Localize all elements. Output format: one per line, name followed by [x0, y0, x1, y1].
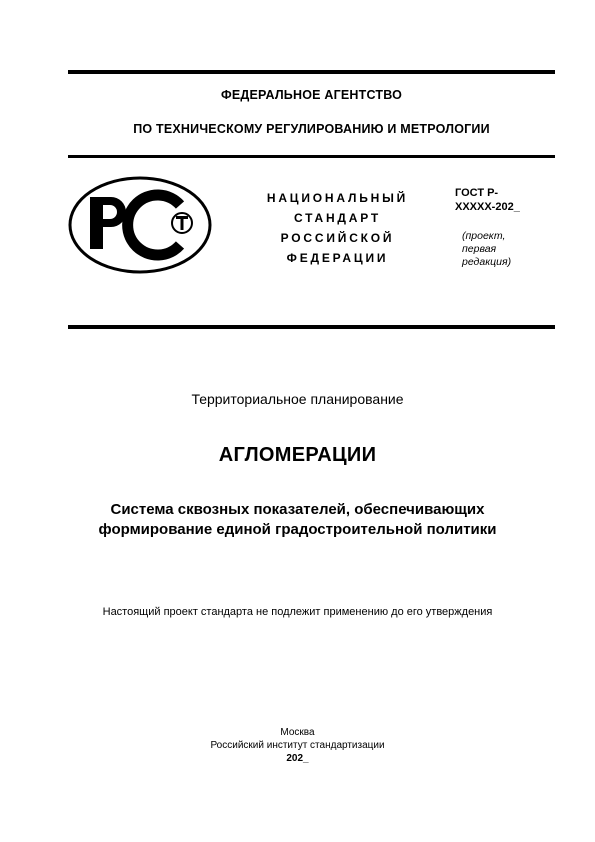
- gost-code: [455, 186, 555, 214]
- document-subtitle-line-1: Система сквозных показателей, обеспечивающих: [110, 501, 485, 518]
- imprint-year: 202_: [286, 753, 309, 764]
- block-bottom-rule: [68, 325, 555, 329]
- gost-code-line-2: XXXXX-202_: [455, 201, 520, 213]
- gost-code-line-1: ГОСТ Р-: [455, 187, 499, 199]
- rst-certification-mark-icon: [68, 175, 213, 275]
- document-subtitle-line-2: формирование единой градостроительной политики: [98, 521, 497, 538]
- imprint: [0, 726, 595, 765]
- top-rule: [68, 70, 555, 74]
- national-standard-line-2: СТАНДАРТ: [293, 211, 382, 225]
- agency-name-line-2: ПО ТЕХНИЧЕСКОМУ РЕГУЛИРОВАНИЮ И МЕТРОЛОГИИ: [133, 122, 490, 136]
- national-standard-line-3: РОССИЙСКОЙ: [280, 231, 395, 245]
- imprint-publisher: Российский институт стандартизации: [210, 740, 385, 751]
- agency-name-line-1: ФЕДЕРАЛЬНОЕ АГЕНТСТВО: [220, 88, 403, 102]
- document-subtitle: [50, 500, 545, 540]
- imprint-city: Москва: [280, 727, 315, 738]
- draft-note: [462, 230, 552, 269]
- draft-note-line-1: (проект,: [462, 230, 506, 242]
- document-title: АГЛОМЕРАЦИИ: [218, 444, 377, 466]
- header-rule: [68, 155, 555, 158]
- document-subject: Территориальное планирование: [191, 391, 404, 407]
- logo-letter-t: [172, 213, 192, 233]
- logo-letter-p: [90, 197, 126, 249]
- national-standard-block: [255, 188, 420, 268]
- national-standard-line-1: НАЦИОНАЛЬНЫЙ: [266, 191, 409, 205]
- national-standard-line-4: ФЕДЕРАЦИИ: [286, 251, 389, 265]
- draft-note-line-2: первая: [462, 243, 497, 255]
- draft-notice: Настоящий проект стандарта не подлежит применению до его утверждения: [102, 606, 493, 618]
- draft-note-line-3: редакция): [462, 256, 512, 268]
